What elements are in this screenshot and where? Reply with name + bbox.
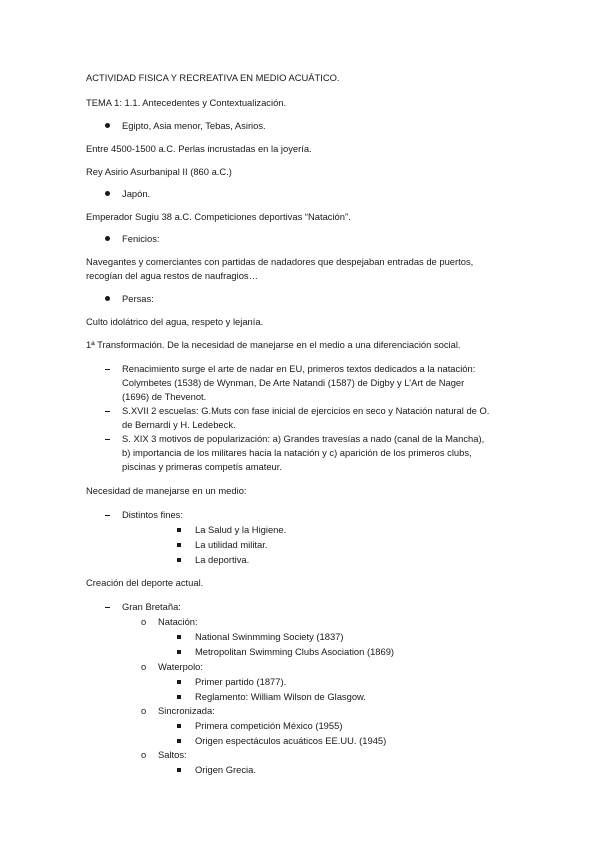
item-sxvii-line-2: de Bernardi y H. Ledebeck. <box>122 419 236 430</box>
square-bullet <box>177 543 181 547</box>
subitem-saltos: Saltos: <box>158 749 187 760</box>
item-renacimiento-line-1: Renacimiento surge el arte de nadar en EU, primeros textos dedicados a la natación: <box>122 363 476 374</box>
paragraph-creacion: Creación del deporte actual. <box>86 577 204 588</box>
paragraph-navegantes-2: recogían del agua restos de naufragios… <box>86 270 258 281</box>
bullet-fenicios: Fenicios: <box>122 233 160 244</box>
bullet-dot <box>105 296 110 301</box>
paragraph-emperador: Emperador Sugiu 38 a.C. Competiciones deportivas “Natación”. <box>86 211 351 222</box>
square-bullet <box>177 695 181 699</box>
subitem-reglamento: Reglamento: William Wilson de Glasgow. <box>195 691 366 702</box>
topic-heading: TEMA 1: 1.1. Antecedentes y Contextualización. <box>86 97 287 108</box>
square-bullet <box>177 635 181 639</box>
bullet-dot <box>105 123 110 128</box>
item-sxvii-line-1: S.XVII 2 escuelas: G.Muts con fase inicial de ejercicios en seco y Natación natural de O. <box>122 405 490 416</box>
dash-marker <box>105 607 110 608</box>
circle-marker: o <box>141 661 147 672</box>
subitem-natacion: Natación: <box>158 616 198 627</box>
paragraph-necesidad: Necesidad de manejarse en un medio: <box>86 485 247 496</box>
subitem-metropolitan: Metropolitan Swimming Clubs Asociation (1869) <box>195 646 395 657</box>
square-bullet <box>177 528 181 532</box>
item-sxix-line-3: piscinas y primeras competís amateur. <box>122 461 282 472</box>
item-fines: Distintos fines: <box>122 509 183 520</box>
bullet-dot <box>105 236 110 241</box>
paragraph-culto: Culto idolátrico del agua, respeto y lejanía. <box>86 316 264 327</box>
bullet-japon: Japón. <box>122 188 151 199</box>
circle-marker: o <box>141 749 147 760</box>
subitem-waterpolo: Waterpolo: <box>158 661 203 672</box>
square-bullet <box>177 724 181 728</box>
subitem-origen-espectaculos: Origen espectáculos acuáticos EE.UU. (1945) <box>195 735 387 746</box>
bullet-dot <box>105 191 110 196</box>
dash-marker <box>105 411 110 412</box>
paragraph-rey: Rey Asirio Asurbanipal II (860 a.C.) <box>86 166 232 177</box>
circle-marker: o <box>141 705 147 716</box>
item-renacimiento-line-3: (1696) de Thevenot. <box>122 391 207 402</box>
paragraph-entre: Entre 4500-1500 a.C. Perlas incrustadas en la joyería. <box>86 143 312 154</box>
paragraph-navegantes-1: Navegantes y comerciantes con partidas de nadadores que despejaban entradas de puertos, <box>86 256 474 267</box>
subitem-salud: La Salud y la Higiene. <box>195 524 287 535</box>
square-bullet <box>177 650 181 654</box>
dash-marker <box>105 439 110 440</box>
dash-marker <box>105 369 110 370</box>
subitem-origen-grecia: Origen Grecia. <box>195 764 256 775</box>
subitem-national: National Swinmming Society (1837) <box>195 631 344 642</box>
item-sxix-line-1: S. XIX 3 motivos de popularización: a) Grandes travesías a nado (canal de la Mancha), <box>122 433 485 444</box>
subitem-primera-competicion: Primera competición México (1955) <box>195 720 343 731</box>
subitem-militar: La utilidad militar. <box>195 539 268 550</box>
square-bullet <box>177 558 181 562</box>
circle-marker: o <box>141 616 147 627</box>
square-bullet <box>177 768 181 772</box>
item-renacimiento-line-2: Colymbetes (1538) de Wynman, De Arte Natandi (1587) de Digby y L’Art de Nager <box>122 377 465 388</box>
dash-marker <box>105 515 110 516</box>
document-title: ACTIVIDAD FISICA Y RECREATIVA EN MEDIO ACUÁTICO. <box>86 72 340 83</box>
square-bullet <box>177 680 181 684</box>
bullet-egipto: Egipto, Asia menor, Tebas, Asirios. <box>122 120 266 131</box>
bullet-persas: Persas: <box>122 293 154 304</box>
subitem-sincronizada: Sincronizada: <box>158 705 215 716</box>
subitem-primer-partido: Primer partido (1877). <box>195 676 287 687</box>
item-gran-bretana: Gran Bretaña: <box>122 601 181 612</box>
item-sxix-line-2: b) importancia de los militares hacia la natación y c) aparición de los primeros clubs, <box>122 447 472 458</box>
square-bullet <box>177 739 181 743</box>
paragraph-transformacion: 1ª Transformación. De la necesidad de manejarse en el medio a una diferenciación social. <box>86 339 461 350</box>
subitem-deportiva: La deportiva. <box>195 554 250 565</box>
